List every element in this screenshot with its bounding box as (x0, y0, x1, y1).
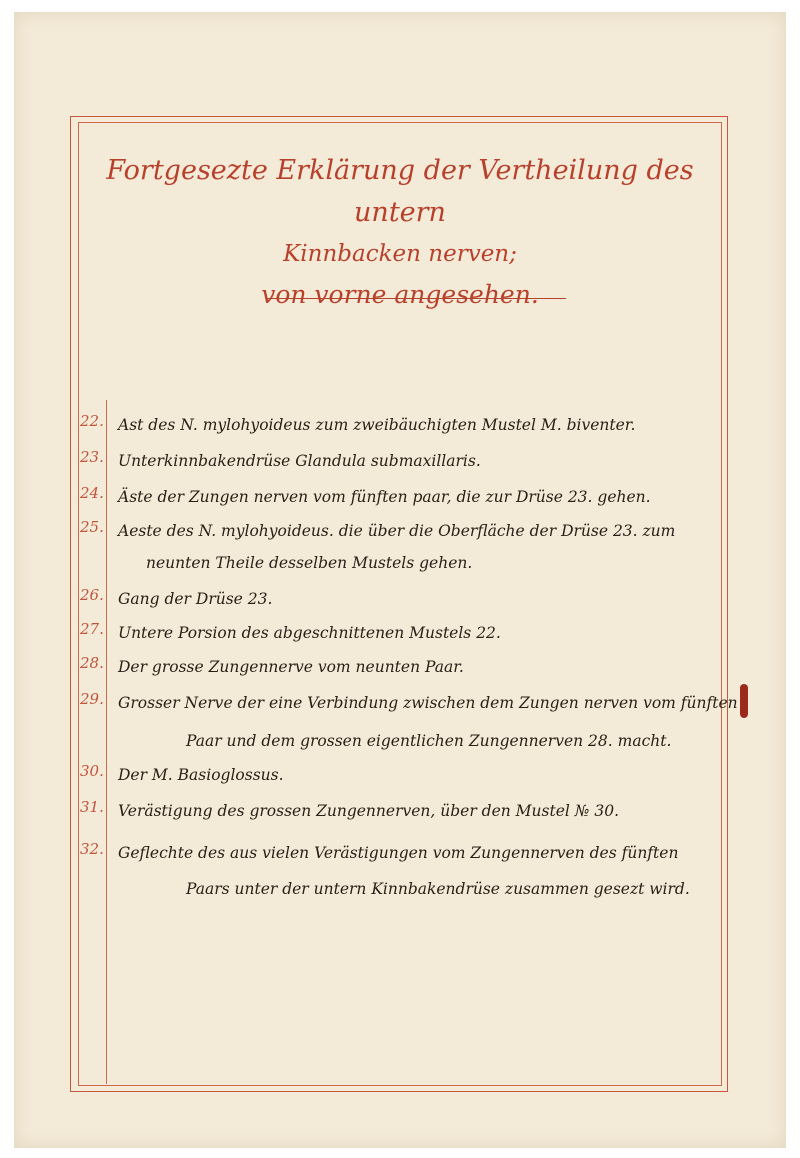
title-line-3: von vorne angesehen. (261, 280, 539, 309)
entry-text: Äste der Zungen nerven vom fünften paar, die zur Drüse 23. gehen. (118, 488, 651, 506)
entry-text: Gang der Drüse 23. (118, 590, 273, 608)
entry-number: 32. (80, 840, 104, 858)
entry-text: Aeste des N. mylohyoideus. die über die Oberfläche der Drüse 23. zum (118, 522, 676, 540)
entry-number: 28. (80, 654, 104, 672)
entry-text-continued: Paar und dem grossen eigentlichen Zungennerven 28. macht. (186, 732, 672, 750)
entry-number: 26. (80, 586, 104, 604)
entry-number: 30. (80, 762, 104, 780)
entry-text: Unterkinnbakendrüse Glandula submaxillaris. (118, 452, 481, 470)
title-line-2: Kinnbacken nerven; (283, 241, 517, 267)
entry-text: Untere Porsion des abgeschnittenen Mustels 22. (118, 624, 501, 642)
entry-text: Geflechte des aus vielen Verästigungen vom Zungennerven des fünften (118, 844, 679, 862)
entry-text-continued: neunten Theile desselben Mustels gehen. (146, 554, 473, 572)
entry-number: 25. (80, 518, 104, 536)
entry-number: 31. (80, 798, 104, 816)
entry-number: 29. (80, 690, 104, 708)
entry-number: 27. (80, 620, 104, 638)
entry-text: Grosser Nerve der eine Verbindung zwischen dem Zungen nerven vom fünften (118, 694, 738, 712)
entry-text: Der M. Basioglossus. (118, 766, 284, 784)
entry-number: 22. (80, 412, 104, 430)
entry-text: Der grosse Zungennerve vom neunten Paar. (118, 658, 464, 676)
title-line-1: Fortgesezte Erklärung der Vertheilung des untern (106, 155, 694, 228)
entry-text-continued: Paars unter der untern Kinnbakendrüse zusammen gesezt wird. (186, 880, 690, 898)
entry-text: Ast des N. mylohyoideus zum zweibäuchigten Mustel M. biventer. (118, 416, 636, 434)
entry-number: 24. (80, 484, 104, 502)
entry-number: 23. (80, 448, 104, 466)
entry-text: Verästigung des grossen Zungennerven, über den Mustel № 30. (118, 802, 620, 820)
